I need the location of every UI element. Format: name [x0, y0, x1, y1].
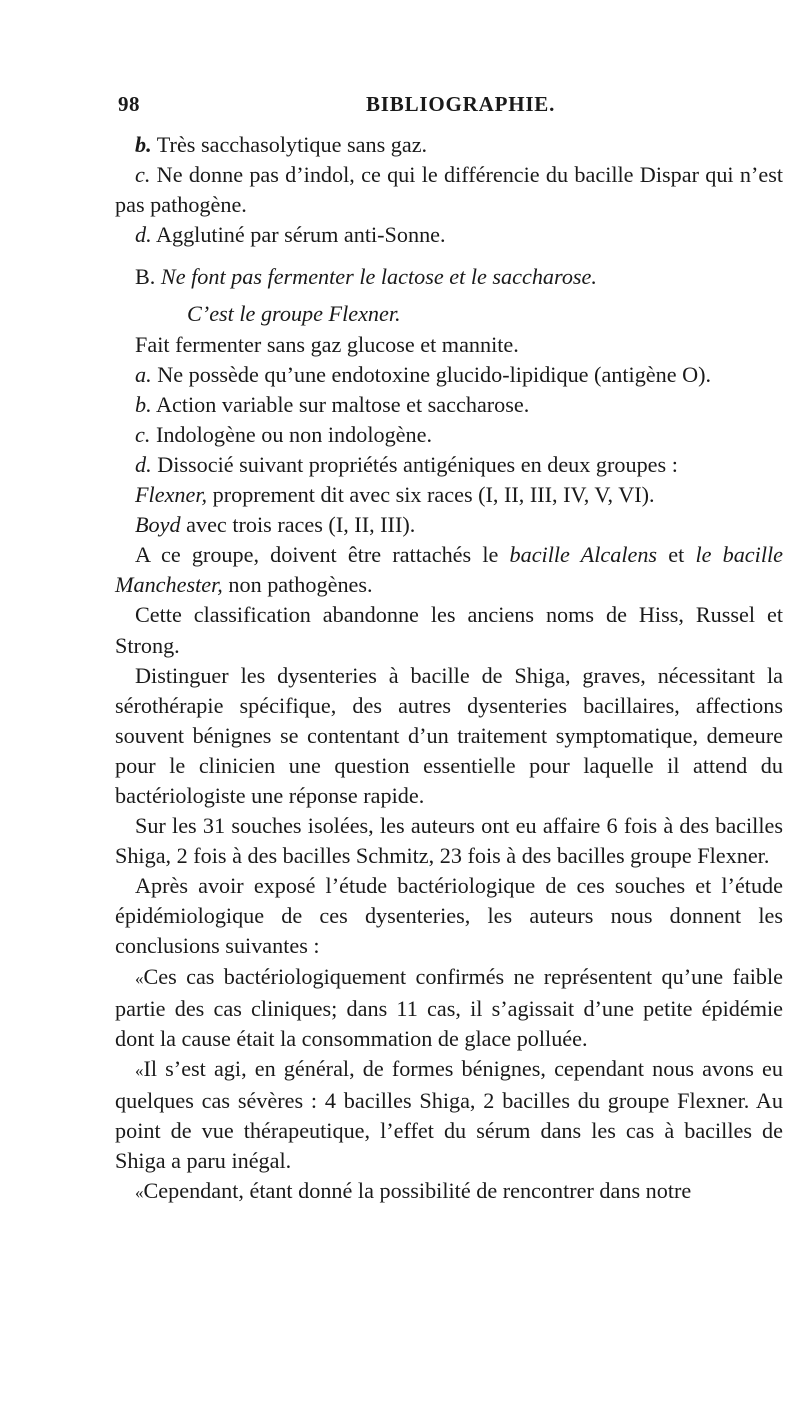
item-text: Action variable sur maltose et saccharose.: [151, 391, 530, 417]
item-d-agglutine: [115, 220, 783, 250]
item-label: d.: [135, 451, 152, 477]
bacille-manchester: le bacille Manchester,: [115, 542, 783, 598]
item-text: Très sacchasolytique sans gaz.: [151, 132, 428, 157]
quote-text: Il s’est agi, en général, de formes bénignes, cependant nous avons eu quelques cas sévères : 4 bacilles Shiga, 2 bacilles du groupe Flexner. Au point de vue thérapeutique, l’effet du sérum dans les cas à bacilles de Shiga a paru inégal.: [115, 1055, 783, 1174]
text-run: et: [657, 542, 696, 568]
paragraph-distinguer: Distinguer les dysenteries à bacille de Shiga, graves, nécessitant la sérothérapie spécifique, des autres dysenteries bacillaires, affections souvent bénignes se contentant d’un traitement symptomatique, demeure pour le clinicien une question essentielle pour laquelle il attend du bactériologiste une réponse rapide.: [115, 662, 783, 808]
item-label: c.: [135, 421, 151, 447]
quote-mark: «: [135, 1183, 144, 1203]
quote-paragraph-2: [115, 1054, 783, 1176]
item-label: a.: [135, 361, 152, 387]
item-text: Ne donne pas d’indol, ce qui le différencie du bacille Dispar qui n’est pas pathogène.: [115, 162, 783, 218]
text-run: non pathogènes.: [222, 572, 373, 598]
item-text: Ne possède qu’une endotoxine glucido-lipidique (antigène O).: [151, 361, 712, 387]
boyd-races-text: avec trois races (I, II, III).: [180, 512, 416, 538]
flexner-name: Flexner,: [135, 482, 208, 508]
item-d-dissocie: [115, 450, 783, 480]
item-text: Dissocié suivant propriétés antigéniques en deux groupes :: [151, 451, 678, 477]
item-c-indol: [115, 160, 783, 220]
item-label: b.: [135, 391, 152, 417]
subheading-text: C’est le groupe Flexner.: [187, 301, 401, 327]
page-number: 98: [118, 92, 140, 116]
paragraph-souches: Sur les 31 souches isolées, les auteurs ont eu affaire 6 fois à des bacilles Shiga, 2 fois à des bacilles Schmitz, 23 fois à des bacilles groupe Flexner.: [115, 813, 783, 869]
section-title: Ne font pas fermenter le lactose et le saccharose.: [160, 264, 597, 290]
quote-paragraph-1: [115, 962, 783, 1054]
bacille-alcalens: bacille Alcalens: [509, 542, 658, 568]
item-label: d.: [135, 222, 152, 248]
item-label: c.: [135, 162, 151, 188]
section-b-heading: [115, 262, 783, 292]
paragraph-rattaches: [115, 540, 783, 600]
page-body: [115, 130, 783, 1208]
item-label: b.: [135, 132, 152, 157]
item-text: Indologène ou non indologène.: [150, 421, 433, 447]
quote-mark: «: [135, 968, 144, 988]
paragraph-apres: Après avoir exposé l’étude bactériologique de ces souches et l’étude épidémiologique de ces dysenteries, les auteurs nous donnent les conclusions suivantes :: [115, 873, 783, 959]
boyd-name: Boyd: [135, 512, 181, 538]
flexner-races: [115, 480, 783, 510]
running-title: BIBLIOGRAPHIE.: [366, 92, 556, 116]
section-letter: B.: [135, 264, 161, 290]
boyd-races: [115, 510, 783, 540]
quote-text: Ces cas bactériologiquement confirmés ne représentent qu’une faible partie des cas cliniques; dans 11 cas, il s’agissait d’une petite épidémie dont la cause était la consommation de glace polluée.: [115, 963, 783, 1051]
item-a-endotoxine: [115, 360, 783, 390]
quote-mark: «: [135, 1060, 144, 1080]
quote-paragraph-3: [115, 1176, 783, 1208]
item-text: Agglutiné par sérum anti-Sonne.: [151, 222, 446, 248]
text-run: A ce groupe, doivent être rattachés le: [135, 542, 510, 568]
item-c-indologene: [115, 420, 783, 450]
flexner-races-text: proprement dit avec six races (I, II, III, IV, V, VI).: [207, 482, 655, 508]
paragraph-classification: Cette classification abandonne les anciens noms de Hiss, Russel et Strong.: [115, 602, 783, 658]
flexner-group-heading: [115, 299, 783, 329]
running-header: [118, 92, 782, 122]
quote-text: Cependant, étant donné la possibilité de rencontrer dans notre: [143, 1178, 692, 1204]
paragraph-ferment: Fait fermenter sans gaz glucose et mannite.: [135, 331, 519, 357]
item-b-sacchasolytique: [115, 130, 783, 160]
item-b-action: [115, 390, 783, 420]
